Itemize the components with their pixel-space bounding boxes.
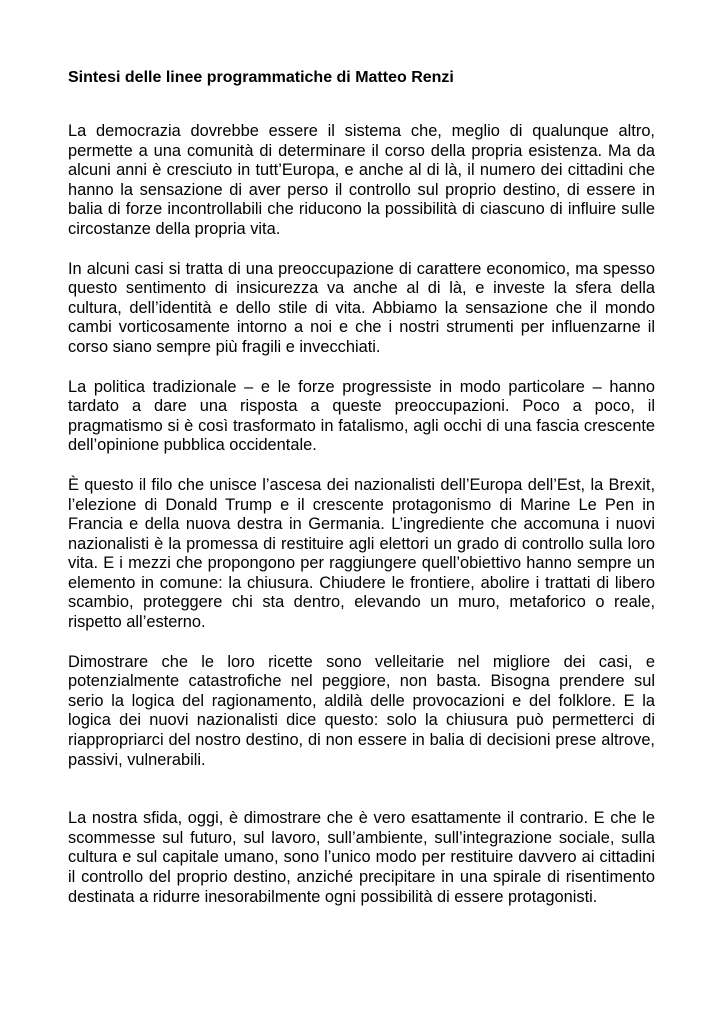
document-title: Sintesi delle linee programmatiche di Matteo Renzi xyxy=(68,69,454,86)
paragraph-preoccupazione: In alcuni casi si tratta di una preoccupazione di carattere economico, ma spesso questo sentimento di insicurezza va anche al di là, e investe la sfera della cultura, dell’identità e dello stile di vita. Abbiamo la sensazione che il mondo cambi vorticosamente intorno a noi e che i nostri strumenti per influenzarne il corso siano sempre più fragili e invecchiati. xyxy=(68,259,655,356)
paragraph-sfida: La nostra sfida, oggi, è dimostrare che è vero esattamente il contrario. E che le scommesse sul futuro, sul lavoro, sull’ambiente, sull’integrazione sociale, sulla cultura e sul capitale umano, sono l’unico modo per restituire davvero ai cittadini il controllo del proprio destino, anziché precipitare in una spirale di risentimento destinata a ridurre inesorabilmente ogni possibilità di essere protagonisti. xyxy=(68,809,655,906)
paragraph-nazionalisti: È questo il filo che unisce l’ascesa dei nazionalisti dell’Europa dell’Est, la Brexit, l’elezione di Donald Trump e il crescente protagonismo di Marine Le Pen in Francia e della nuova destra in Germania. L’ingrediente che accomuna i nuovi nazionalisti è la promessa di restituire agli elettori un grado di controllo sulla loro vita. E i mezzi che propongono per raggiungere quell’obiettivo hanno sempre un elemento in comune: la chiusura. Chiudere le frontiere, abolire i trattati di libero scambio, proteggere chi sta dentro, elevando un muro, metaforico o reale, rispetto all’esterno. xyxy=(68,475,655,632)
paragraph-politica-tradizionale: La politica tradizionale – e le forze progressiste in modo particolare – hanno tardato a dare una risposta a queste preoccupazioni. Poco a poco, il pragmatismo si è così trasformato in fatalismo, agli occhi di una fascia crescente dell’opinione pubblica occidentale. xyxy=(68,377,655,455)
document-page xyxy=(68,60,655,907)
paragraph-ricette: Dimostrare che le loro ricette sono velleitarie nel migliore dei casi, e potenzialmente catastrofiche nel peggiore, non basta. Bisogna prendere sul serio la logica del ragionamento, aldilà delle provocazioni e del folklore. E la logica dei nuovi nazionalisti dice questo: solo la chiusura può permetterci di riappropriarci del nostro destino, di non essere in balia di decisioni prese altrove, passivi, vulnerabili. xyxy=(68,652,655,769)
paragraph-democrazia: La democrazia dovrebbe essere il sistema che, meglio di qualunque altro, permette a una comunità di determinare il corso della propria esistenza. Ma da alcuni anni è cresciuto in tutt’Europa, e anche al di là, il numero dei cittadini che hanno la sensazione di aver perso il controllo sul proprio destino, di essere in balia di forze incontrollabili che riducono la possibilità di ciascuno di influire sulle circostanze della propria vita. xyxy=(68,122,655,238)
